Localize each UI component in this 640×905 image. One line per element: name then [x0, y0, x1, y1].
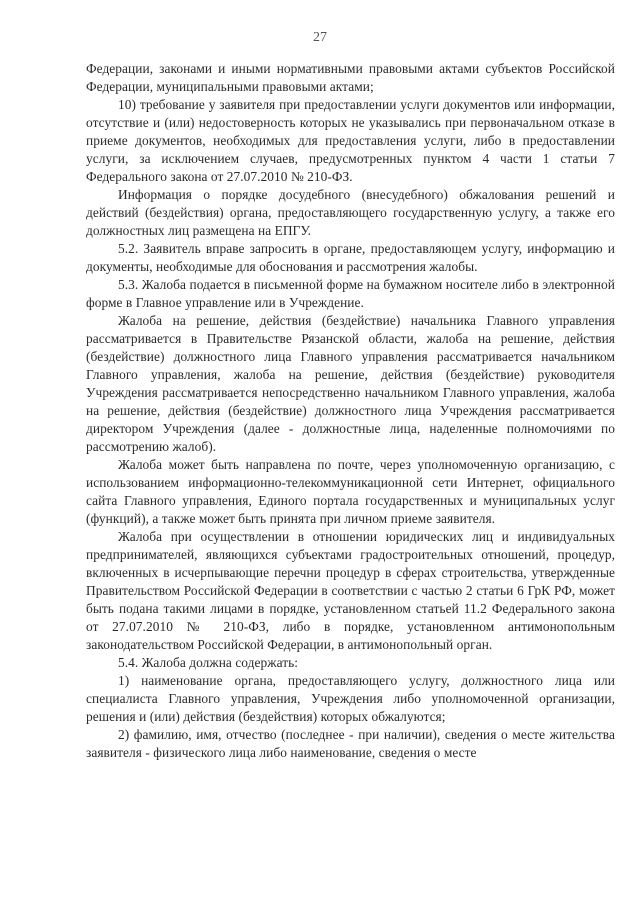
- paragraph-5-3: 5.3. Жалоба подается в письменной форме на бумажном носителе либо в электронной форме в Главное управление или в Учреждение.: [86, 277, 615, 310]
- paragraph-5-2: 5.2. Заявитель вправе запросить в органе, предоставляющем услугу, информацию и документы, необходимые для обоснования и рассмотрения жалобы.: [86, 241, 615, 274]
- paragraph-item-10: 10) требование у заявителя при предоставлении услуги документов или информации, отсутствие и (или) недостоверность которых не указывались при первоначальном отказе в приеме документов, необходимых для предоставления услуги, либо в предоставлении услуги, за исключением случаев, предусмотренных пунктом 4 части 1 статьи 7 Федерального закона от 27.07.2010 № 210-ФЗ.: [86, 97, 615, 184]
- document-body: [86, 60, 615, 762]
- paragraph-complaint-channels: Жалоба может быть направлена по почте, через уполномоченную организацию, с использованием информационно-телекоммуникационной сети Интернет, официального сайта Главного управления, Единого портала государственных и муниципальных услуг (функций), а также может быть принята при личном приеме заявителя.: [86, 457, 615, 526]
- paragraph-complaint-review: Жалоба на решение, действия (бездействие) начальника Главного управления рассматривается в Правительстве Рязанской области, жалоба на решение, действия (бездействие) должностного лица Главного управления рассматривается начальником Главного управления, жалоба на решение, действия (бездействие) руководителя Учреждения рассматривается непосредственно начальником Главного управления, жалоба на решение, действия (бездействие) должностного лица Учреждения рассматривается директором Учреждения (далее - должностные лица, наделенные полномочиями по рассмотрению жалоб).: [86, 313, 615, 454]
- paragraph-5-4-item-1: 1) наименование органа, предоставляющего услугу, должностного лица или специалиста Главного управления, Учреждения либо уполномоченной организации, решения и (или) действия (бездействия) которых обжалуются;: [86, 673, 615, 724]
- paragraph-complaint-legal-entities: Жалоба при осуществлении в отношении юридических лиц и индивидуальных предпринимателей, являющихся субъектами градостроительных отношений, процедур, включенных в исчерпывающие перечни процедур в сферах строительства, утвержденные Правительством Российской Федерации в соответствии с частью 2 статьи 6 ГрК РФ, может быть подана такими лицами в порядке, установленном статьей 11.2 Федерального закона от 27.07.2010 № 210-ФЗ, либо в порядке, установленном антимонопольным законодательством Российской Федерации, в антимонопольный орган.: [86, 529, 615, 652]
- paragraph-continuation: Федерации, законами и иными нормативными правовыми актами субъектов Российской Федерации, муниципальными правовыми актами;: [86, 61, 615, 94]
- paragraph-appeal-info: Информация о порядке досудебного (внесудебного) обжалования решений и действий (бездействия) органа, предоставляющего государственную услугу, а также его должностных лиц размещена на ЕПГУ.: [86, 187, 615, 238]
- page-number: 27: [313, 30, 327, 45]
- paragraph-5-4: 5.4. Жалоба должна содержать:: [118, 655, 299, 670]
- paragraph-5-4-item-2: 2) фамилию, имя, отчество (последнее - при наличии), сведения о месте жительства заявителя - физического лица либо наименование, сведения о месте: [86, 727, 615, 760]
